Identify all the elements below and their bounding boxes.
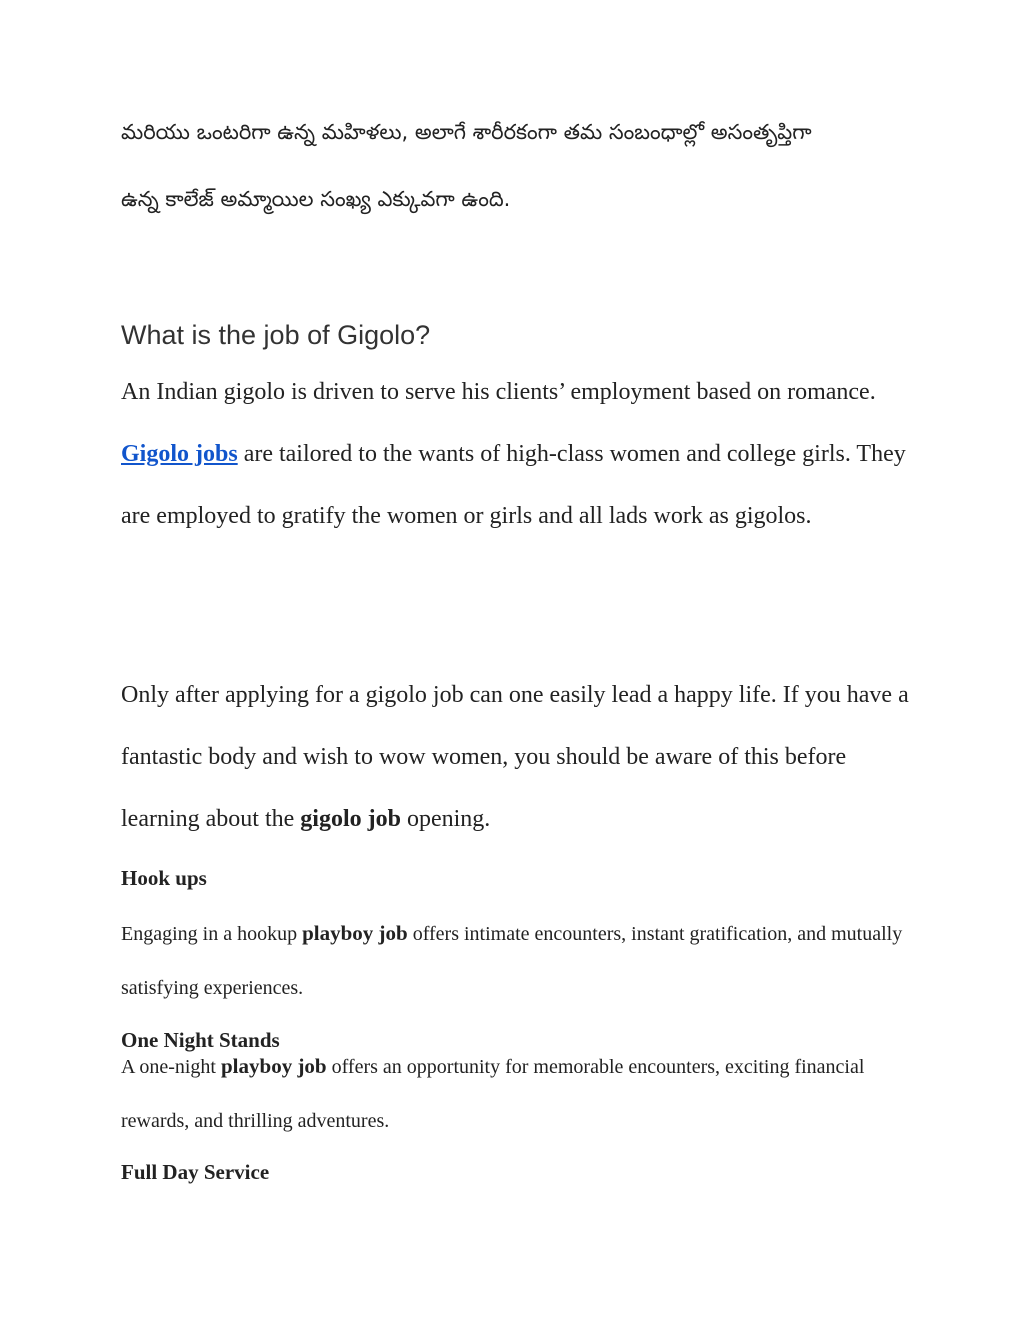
playboy-job-bold-2: playboy job <box>221 1054 327 1078</box>
one-night-text-start: A one-night <box>121 1056 221 1078</box>
one-night-text-end: offers an opportunity for memorable encounters, exciting financial rewards, and thrilling adventures. <box>121 1056 865 1132</box>
hook-ups-text-start: Engaging in a hookup <box>121 923 303 945</box>
intro-paragraph <box>121 361 911 547</box>
one-night-stands-heading: One Night Stands <box>121 1028 280 1052</box>
gigolo-job-bold: gigolo job <box>300 806 401 832</box>
intro-text-end: are tailored to the wants of high-class women and college girls. They are employed to gratify the women or girls and all lads work as gigolos. <box>121 441 906 529</box>
hook-ups-paragraph <box>121 906 911 1015</box>
hook-ups-text-end: offers intimate encounters, instant gratification, and mutually satisfying experiences. <box>121 923 903 999</box>
telugu-text-line-1: మరియు ఒంటరిగా ఉన్న మహిళలు, అలాగే శారీరకంగా తమ సంబంధాల్లో అసంతృప్తిగా <box>121 120 812 144</box>
second-text-end: opening. <box>400 806 491 832</box>
full-day-service-heading: Full Day Service <box>121 1160 270 1184</box>
intro-text-start: An Indian gigolo is driven to serve his clients’ employment based on romance. <box>121 379 876 405</box>
second-paragraph <box>121 664 911 850</box>
one-night-stands-paragraph <box>121 1039 911 1148</box>
gigolo-jobs-link[interactable]: Gigolo jobs <box>121 441 238 467</box>
telugu-text-line-2: ఉన్న కాలేజ్ అమ్మాయిల సంఖ్య ఎక్కువగా ఉంది. <box>121 187 511 211</box>
section-heading: What is the job of Gigolo? <box>121 320 431 350</box>
hook-ups-heading: Hook ups <box>121 866 207 890</box>
playboy-job-bold: playboy job <box>302 921 408 945</box>
second-text-start: Only after applying for a gigolo job can one easily lead a happy life. If you have a fantastic body and wish to wow women, you should be aware of this before learning about the <box>121 682 909 832</box>
